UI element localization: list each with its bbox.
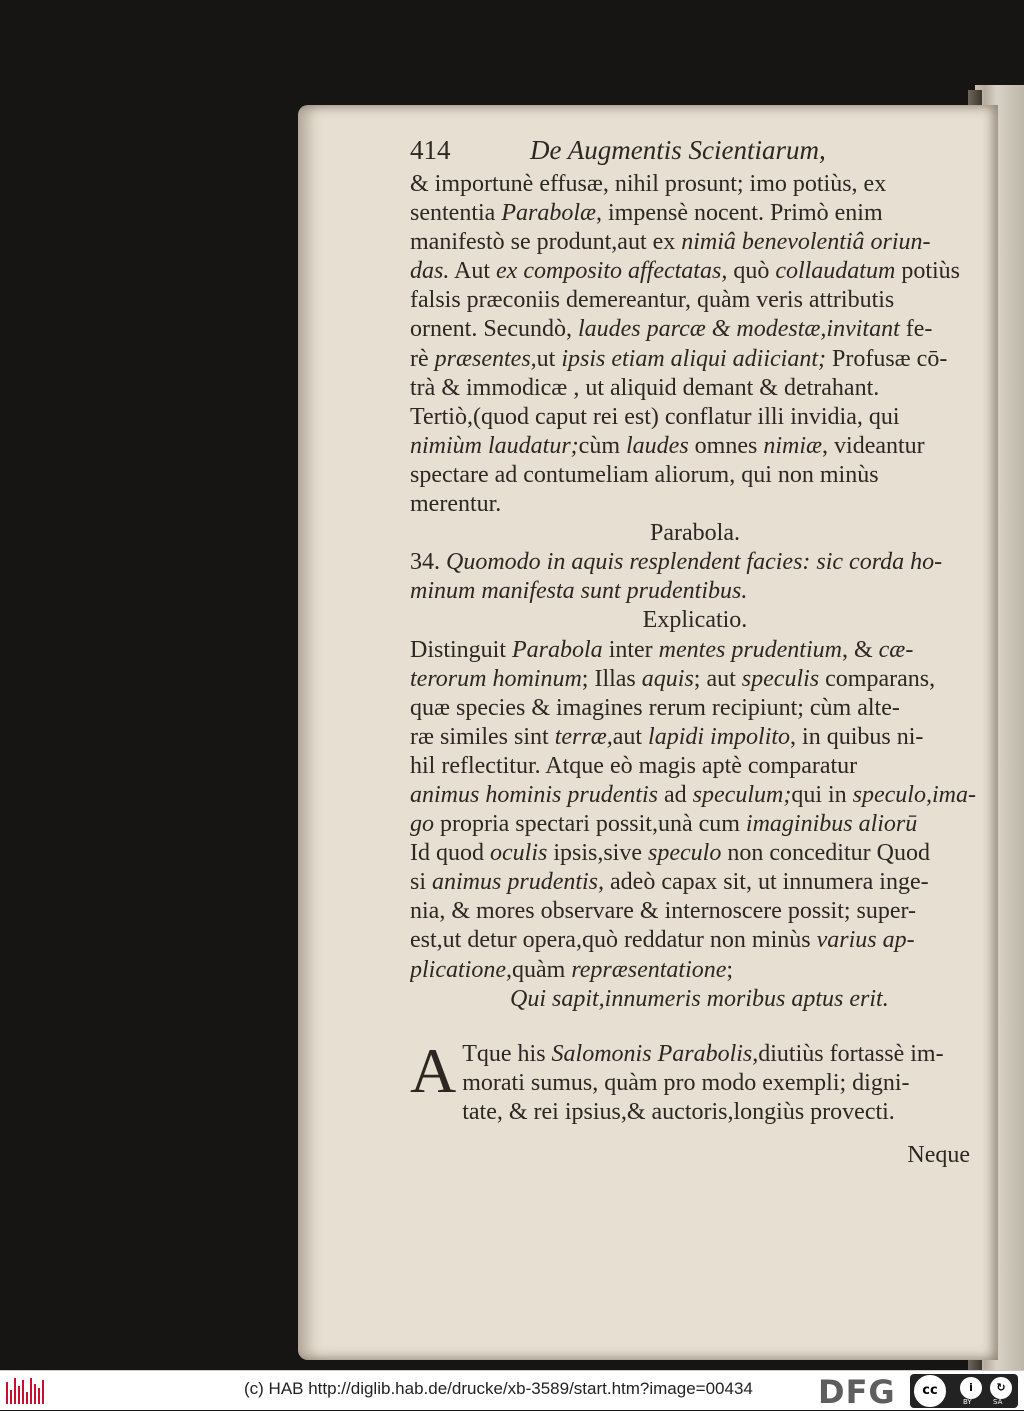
text-run: omnes xyxy=(688,432,764,459)
text-line xyxy=(410,461,980,490)
text-run: das. xyxy=(410,258,450,285)
text-run: manifestò se produnt,aut ex xyxy=(410,229,682,256)
catchword: Neque xyxy=(907,1142,970,1168)
text-run: collaudatum xyxy=(775,258,896,285)
text-line xyxy=(410,286,980,315)
text-line xyxy=(410,199,980,228)
text-line xyxy=(410,315,980,344)
text-run: adeò capax sit, ut innumera inge- xyxy=(604,869,929,896)
text-run: Tque his xyxy=(462,1040,552,1067)
text-line xyxy=(410,432,980,461)
text-run: , impensè nocent. Primò enim xyxy=(596,200,883,227)
text-line xyxy=(410,665,980,694)
text-run: ipsis,sive xyxy=(547,840,649,867)
text-run: non conceditur Quod xyxy=(721,840,930,867)
sa-label: SA xyxy=(993,1398,1003,1406)
text-run: Aut xyxy=(449,258,497,285)
text-run: terorum hominum xyxy=(410,665,582,692)
text-line xyxy=(462,1069,980,1098)
text-run: potiùs xyxy=(895,258,960,285)
text-line xyxy=(410,694,980,723)
text-line xyxy=(410,723,980,752)
text-run: minum manifesta sunt prudentibus. xyxy=(410,578,748,605)
text-run: cùm xyxy=(578,432,626,459)
cc-license-badge[interactable] xyxy=(910,1374,1018,1408)
text-run: animus hominis prudentis xyxy=(410,781,659,808)
text-line xyxy=(410,781,980,810)
text-run: mentes prudentium xyxy=(658,636,842,663)
text-run: ad xyxy=(658,781,693,808)
text-run: sententia xyxy=(410,200,502,227)
text-run: Profusæ cō- xyxy=(825,345,948,372)
text-run: aut xyxy=(612,723,649,750)
text-run: nimiùm laudatur; xyxy=(410,432,579,459)
text-line xyxy=(410,374,980,403)
text-run: , videantur xyxy=(822,432,925,459)
text-run: Id quod xyxy=(410,840,490,867)
page-text xyxy=(410,130,980,1170)
drop-cap: A xyxy=(410,1034,457,1106)
text-run: Distinguit xyxy=(410,636,513,663)
text-run: Tertiò,(quod caput rei est) conflatur illi invidia, qui xyxy=(410,403,900,430)
text-run: , & xyxy=(841,636,879,663)
footer-bar xyxy=(0,1370,1024,1410)
text-line xyxy=(462,1098,980,1127)
text-run: rè xyxy=(410,345,435,372)
text-run: ex composito affectatas, xyxy=(496,258,728,285)
section-gap xyxy=(410,1014,980,1040)
text-run: oculis xyxy=(490,840,548,867)
text-line xyxy=(410,577,980,606)
heading-explicatio: Explicatio. xyxy=(642,607,748,634)
paragraph-explicatio xyxy=(410,636,980,985)
share-alike-icon: ↻ xyxy=(990,1377,1012,1399)
text-run: ; Illas xyxy=(581,665,642,692)
text-line xyxy=(410,170,980,199)
text-run: Quomodo in aquis resplendent facies: sic corda ho- xyxy=(446,549,943,576)
text-line xyxy=(410,403,980,432)
text-run: speculo,ima- xyxy=(852,781,976,808)
text-run: falsis præconiis demereantur, quàm veris attributis xyxy=(410,287,895,314)
text-run: diutiùs fortassè im- xyxy=(758,1040,944,1067)
text-run: spectare ad contumeliam aliorum, qui non minùs xyxy=(410,461,879,488)
text-line xyxy=(410,548,980,577)
text-run: si xyxy=(410,869,433,896)
text-line xyxy=(410,810,980,839)
text-run: inter xyxy=(602,636,659,663)
text-line xyxy=(410,345,980,374)
text-run: trà & immodicæ , ut aliquid demant & detrahant. xyxy=(410,374,880,401)
text-line xyxy=(410,752,980,781)
text-run: Parabolis, xyxy=(657,1040,759,1067)
text-line xyxy=(410,228,980,257)
text-run: plicatione, xyxy=(410,956,512,983)
text-run: ipsis etiam aliqui adiiciant; xyxy=(561,345,826,372)
text-run: ræ similes sint xyxy=(410,723,555,750)
text-line xyxy=(410,490,980,519)
text-run: ; aut xyxy=(693,665,742,692)
verse-line: Qui sapit,innumeris moribus aptus erit. xyxy=(510,985,889,1012)
text-run: animus prudentis, xyxy=(432,869,605,896)
running-title: De Augmentis Scientiarum, xyxy=(530,135,826,165)
text-run: quàm xyxy=(511,956,572,983)
text-line xyxy=(410,636,980,665)
dfg-logo[interactable]: DFG xyxy=(818,1373,896,1411)
closing-paragraph xyxy=(410,1034,980,1127)
running-head xyxy=(410,130,980,170)
text-line xyxy=(410,926,980,955)
text-line xyxy=(410,839,980,868)
text-run: speculo xyxy=(648,840,722,867)
paragraph-laudes xyxy=(410,170,980,519)
text-run: 34. xyxy=(410,549,446,576)
closing-lines xyxy=(410,1034,980,1127)
by-label: BY xyxy=(963,1398,972,1406)
text-run: laudes xyxy=(626,432,689,459)
text-line xyxy=(410,868,980,897)
text-run: cæ- xyxy=(878,636,914,663)
text-run: ornent. Secundò, xyxy=(410,316,578,343)
text-run: imaginibus aliorū xyxy=(745,811,918,838)
text-run: Parabola xyxy=(512,636,603,663)
text-line xyxy=(462,1040,980,1069)
text-run: hil reflectitur. Atque eò magis aptè comparatur xyxy=(410,752,858,779)
text-run: qui in xyxy=(791,781,853,808)
text-run: quò xyxy=(727,258,776,285)
page-number: 414 xyxy=(410,135,451,165)
text-run: Parabolæ xyxy=(501,200,596,227)
text-run: speculum; xyxy=(692,781,792,808)
hab-logo-icon[interactable] xyxy=(6,1378,46,1404)
text-run: nimiâ benevolentiâ oriun- xyxy=(681,229,931,256)
copyright-url[interactable]: (c) HAB http://diglib.hab.de/drucke/xb-3589/start.htm?image=00434 xyxy=(244,1379,753,1398)
text-run: morati sumus, quàm pro modo exempli; digni- xyxy=(462,1069,910,1096)
text-run: terræ, xyxy=(554,723,613,750)
text-line xyxy=(410,897,980,926)
text-run: propria spectari possit,unà cum xyxy=(434,811,746,838)
text-run: comparans, xyxy=(819,665,936,692)
text-run: go xyxy=(410,811,434,838)
text-run: nimiæ xyxy=(763,432,823,459)
text-run: merentur. xyxy=(410,491,502,518)
heading-parabola: Parabola. xyxy=(650,520,740,547)
text-run: quæ species & imagines rerum recipiunt; cùm alte- xyxy=(410,694,900,721)
text-run: & importunè effusæ, nihil prosunt; imo potiùs, ex xyxy=(410,171,887,197)
parabola-34 xyxy=(410,548,980,606)
text-run: varius ap- xyxy=(816,927,915,954)
text-run: tate, & rei ipsius,& auctoris,longiùs provecti. xyxy=(462,1098,895,1125)
text-run: aquis xyxy=(641,665,694,692)
text-run: speculis xyxy=(741,665,820,692)
text-run: laudes parcæ & modestæ,invitant xyxy=(577,316,900,343)
text-run: repræsentatione xyxy=(571,956,727,983)
text-run: fe- xyxy=(899,316,933,343)
text-run: Salomonis xyxy=(551,1040,652,1067)
text-line xyxy=(410,257,980,286)
attribution-icon: i xyxy=(960,1377,982,1399)
text-run: , in quibus ni- xyxy=(790,723,924,750)
text-run: nia, & mores observare & internoscere possit; super- xyxy=(410,898,917,925)
text-run: est,ut detur opera,quò reddatur non minùs xyxy=(410,927,817,954)
text-run: ut xyxy=(536,345,562,372)
text-line xyxy=(410,956,980,985)
text-run: præsentes, xyxy=(434,345,537,372)
text-run: ; xyxy=(726,956,734,983)
text-run: lapidi impolito xyxy=(648,723,791,750)
cc-icon: cc xyxy=(914,1375,946,1407)
